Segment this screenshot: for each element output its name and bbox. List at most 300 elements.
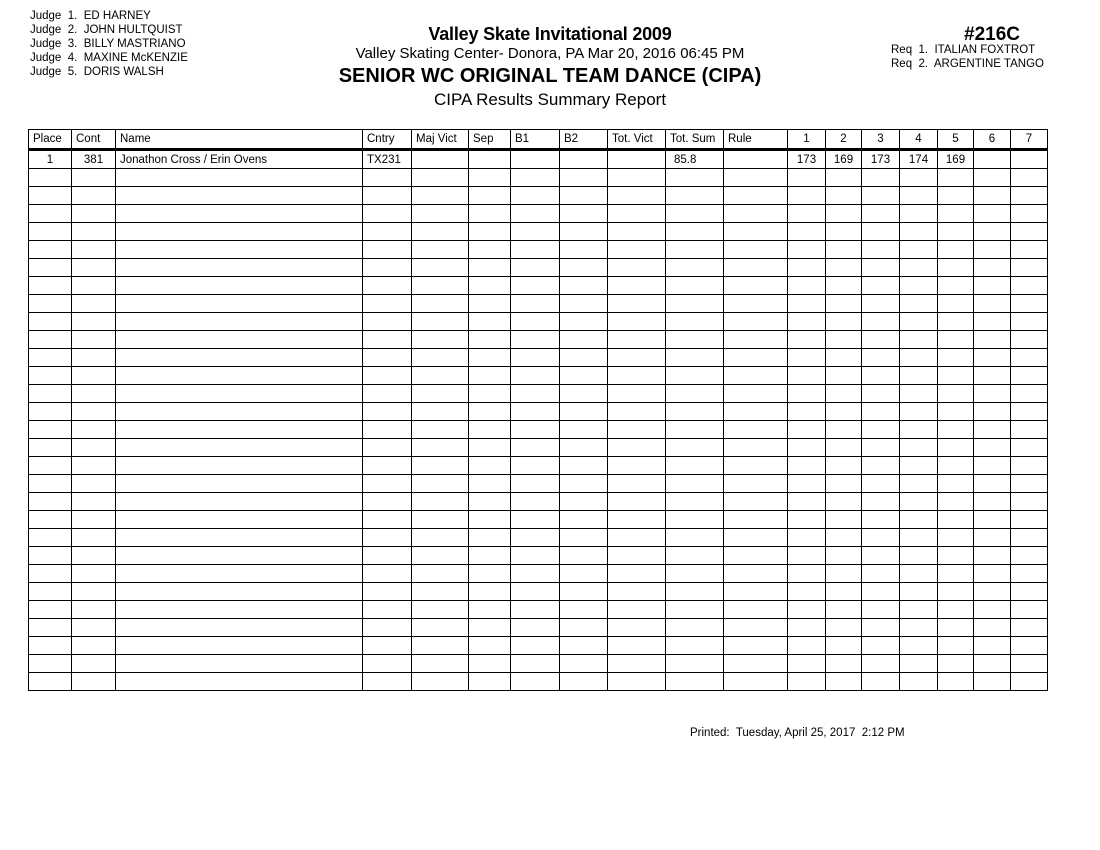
table-cell <box>29 385 72 403</box>
table-cell <box>826 223 862 241</box>
table-cell <box>900 403 938 421</box>
table-cell <box>900 439 938 457</box>
column-header: 1 <box>788 130 826 150</box>
table-cell <box>826 439 862 457</box>
table-cell <box>29 529 72 547</box>
table-cell <box>974 295 1011 313</box>
table-cell <box>412 547 469 565</box>
table-row <box>29 619 1048 637</box>
judge-name: JOHN HULTQUIST <box>83 24 183 36</box>
table-cell <box>469 673 511 691</box>
table-cell <box>666 565 724 583</box>
table-cell <box>974 385 1011 403</box>
table-cell <box>862 619 900 637</box>
column-header: Cntry <box>363 130 412 150</box>
table-cell <box>608 673 666 691</box>
table-cell <box>363 583 412 601</box>
table-cell <box>412 583 469 601</box>
table-cell <box>826 403 862 421</box>
table-cell <box>469 655 511 673</box>
table-cell <box>724 367 788 385</box>
table-cell <box>974 150 1011 169</box>
table-cell <box>469 223 511 241</box>
table-cell <box>938 223 974 241</box>
table-cell <box>938 673 974 691</box>
table-cell <box>788 619 826 637</box>
table-cell <box>72 403 116 421</box>
table-cell <box>608 403 666 421</box>
table-cell <box>1011 439 1048 457</box>
report-title: CIPA Results Summary Report <box>433 90 667 109</box>
judge-label: Judge 4. <box>30 52 78 64</box>
table-cell <box>72 421 116 439</box>
table-cell <box>826 331 862 349</box>
column-header: 7 <box>1011 130 1048 150</box>
table-cell <box>974 223 1011 241</box>
table-cell: 173 <box>788 150 826 169</box>
table-cell <box>1011 529 1048 547</box>
table-cell <box>560 673 608 691</box>
table-cell <box>900 475 938 493</box>
table-cell <box>1011 601 1048 619</box>
table-cell <box>363 295 412 313</box>
table-row <box>29 565 1048 583</box>
table-cell <box>788 331 826 349</box>
table-cell <box>560 655 608 673</box>
table-cell <box>666 277 724 295</box>
table-cell <box>511 205 560 223</box>
table-cell <box>788 241 826 259</box>
table-cell <box>29 511 72 529</box>
table-cell <box>900 457 938 475</box>
table-cell <box>974 403 1011 421</box>
table-cell <box>560 583 608 601</box>
table-row <box>29 169 1048 187</box>
table-cell <box>862 313 900 331</box>
table-cell <box>788 421 826 439</box>
table-cell <box>826 385 862 403</box>
table-row <box>29 150 1048 169</box>
table-cell <box>724 583 788 601</box>
table-cell <box>469 403 511 421</box>
table-cell <box>469 241 511 259</box>
table-cell <box>511 529 560 547</box>
table-cell <box>363 457 412 475</box>
table-cell <box>1011 277 1048 295</box>
table-cell <box>788 439 826 457</box>
table-cell <box>29 565 72 583</box>
table-cell <box>788 403 826 421</box>
table-cell <box>666 637 724 655</box>
table-cell <box>788 367 826 385</box>
table-cell <box>788 313 826 331</box>
table-cell <box>724 511 788 529</box>
table-cell <box>608 331 666 349</box>
table-cell <box>72 385 116 403</box>
table-cell <box>412 223 469 241</box>
table-cell <box>72 205 116 223</box>
table-cell <box>363 331 412 349</box>
table-cell <box>900 259 938 277</box>
table-cell <box>363 547 412 565</box>
table-cell <box>974 259 1011 277</box>
requirements-list <box>891 43 1044 71</box>
table-cell <box>974 421 1011 439</box>
table-cell <box>363 403 412 421</box>
table-cell <box>724 313 788 331</box>
table-cell <box>363 529 412 547</box>
table-cell <box>826 313 862 331</box>
table-cell <box>412 673 469 691</box>
table-cell <box>938 583 974 601</box>
table-cell <box>116 385 363 403</box>
table-cell <box>116 637 363 655</box>
table-cell <box>511 565 560 583</box>
judges-list <box>30 9 188 79</box>
table-cell <box>511 583 560 601</box>
table-cell <box>560 403 608 421</box>
table-cell <box>116 529 363 547</box>
table-cell <box>116 277 363 295</box>
table-cell <box>511 313 560 331</box>
table-cell <box>72 241 116 259</box>
table-cell <box>974 673 1011 691</box>
table-cell <box>666 475 724 493</box>
judge-name: MAXINE McKENZIE <box>83 52 188 64</box>
table-cell <box>724 223 788 241</box>
table-cell <box>469 385 511 403</box>
table-cell <box>363 511 412 529</box>
table-cell <box>862 493 900 511</box>
table-cell <box>724 205 788 223</box>
table-cell <box>862 331 900 349</box>
table-cell <box>900 331 938 349</box>
table-cell <box>974 583 1011 601</box>
table-cell <box>116 241 363 259</box>
table-cell <box>363 223 412 241</box>
table-cell <box>862 349 900 367</box>
table-cell <box>29 547 72 565</box>
table-cell <box>608 601 666 619</box>
column-header: 6 <box>974 130 1011 150</box>
table-cell <box>974 313 1011 331</box>
table-cell <box>608 475 666 493</box>
table-row <box>29 403 1048 421</box>
table-cell <box>724 601 788 619</box>
table-cell <box>72 277 116 295</box>
table-cell <box>862 187 900 205</box>
table-cell <box>608 259 666 277</box>
table-cell <box>666 457 724 475</box>
table-cell <box>1011 421 1048 439</box>
table-cell <box>724 637 788 655</box>
table-cell <box>938 475 974 493</box>
req-label: Req 2. <box>891 58 929 70</box>
table-cell <box>788 511 826 529</box>
table-cell <box>938 367 974 385</box>
table-cell <box>608 637 666 655</box>
table-cell <box>560 349 608 367</box>
table-cell <box>788 637 826 655</box>
table-cell <box>511 655 560 673</box>
table-cell <box>469 583 511 601</box>
table-cell <box>560 295 608 313</box>
table-cell <box>72 565 116 583</box>
table-cell <box>1011 349 1048 367</box>
table-cell <box>608 150 666 169</box>
table-cell <box>974 439 1011 457</box>
table-cell <box>1011 150 1048 169</box>
table-cell <box>974 169 1011 187</box>
table-cell <box>29 403 72 421</box>
table-cell <box>608 565 666 583</box>
table-cell <box>469 601 511 619</box>
table-cell <box>469 367 511 385</box>
table-cell <box>412 475 469 493</box>
table-cell <box>724 349 788 367</box>
table-cell <box>72 511 116 529</box>
table-cell <box>900 241 938 259</box>
table-cell <box>29 169 72 187</box>
judge-5 <box>30 65 188 79</box>
table-cell <box>862 457 900 475</box>
table-cell <box>116 187 363 205</box>
table-cell <box>412 403 469 421</box>
table-cell <box>363 655 412 673</box>
table-cell <box>511 421 560 439</box>
table-cell <box>826 547 862 565</box>
table-cell <box>862 421 900 439</box>
table-cell <box>363 439 412 457</box>
table-cell <box>511 511 560 529</box>
table-row <box>29 313 1048 331</box>
table-cell <box>412 565 469 583</box>
column-header: 2 <box>826 130 862 150</box>
table-cell <box>666 205 724 223</box>
table-cell <box>608 655 666 673</box>
table-cell <box>511 150 560 169</box>
table-cell <box>788 493 826 511</box>
table-cell <box>788 277 826 295</box>
table-cell <box>900 565 938 583</box>
table-cell: TX231 <box>363 150 412 169</box>
table-cell <box>511 349 560 367</box>
judge-label: Judge 5. <box>30 66 78 78</box>
table-cell <box>938 529 974 547</box>
table-cell <box>560 511 608 529</box>
column-header: Rule <box>724 130 788 150</box>
table-cell <box>608 187 666 205</box>
table-cell <box>72 493 116 511</box>
table-cell <box>862 511 900 529</box>
report-header <box>290 23 810 111</box>
table-cell <box>788 673 826 691</box>
event-title: SENIOR WC ORIGINAL TEAM DANCE (CIPA) <box>338 65 762 87</box>
table-cell: 173 <box>862 150 900 169</box>
table-cell <box>724 475 788 493</box>
table-cell <box>511 385 560 403</box>
table-cell <box>116 673 363 691</box>
table-cell <box>412 367 469 385</box>
table-cell <box>469 259 511 277</box>
table-cell <box>72 439 116 457</box>
table-cell <box>72 349 116 367</box>
table-cell <box>938 259 974 277</box>
table-cell <box>1011 385 1048 403</box>
table-cell <box>666 385 724 403</box>
table-cell <box>608 169 666 187</box>
table-cell <box>363 673 412 691</box>
judge-label: Judge 3. <box>30 38 78 50</box>
table-cell <box>1011 187 1048 205</box>
table-cell <box>363 367 412 385</box>
table-cell <box>666 241 724 259</box>
table-cell <box>116 457 363 475</box>
table-cell <box>1011 673 1048 691</box>
table-cell <box>469 277 511 295</box>
table-cell <box>363 493 412 511</box>
table-cell <box>511 223 560 241</box>
table-cell <box>116 313 363 331</box>
table-cell <box>666 421 724 439</box>
table-cell <box>788 457 826 475</box>
table-cell <box>560 169 608 187</box>
table-cell <box>938 385 974 403</box>
table-cell <box>29 583 72 601</box>
table-cell <box>862 205 900 223</box>
table-row <box>29 439 1048 457</box>
table-cell <box>511 619 560 637</box>
table-cell <box>469 169 511 187</box>
table-cell <box>29 205 72 223</box>
table-cell <box>29 241 72 259</box>
table-cell <box>826 583 862 601</box>
table-row <box>29 295 1048 313</box>
table-cell <box>862 475 900 493</box>
table-cell <box>788 529 826 547</box>
table-row <box>29 421 1048 439</box>
requirement-2 <box>891 57 1044 71</box>
table-cell <box>900 673 938 691</box>
table-cell <box>862 295 900 313</box>
table-cell <box>116 331 363 349</box>
table-cell <box>29 313 72 331</box>
table-cell <box>862 637 900 655</box>
table-cell <box>938 601 974 619</box>
table-cell <box>29 619 72 637</box>
table-cell <box>29 349 72 367</box>
table-cell <box>788 187 826 205</box>
table-cell <box>560 565 608 583</box>
table-cell <box>862 277 900 295</box>
judge-label: Judge 2. <box>30 24 78 36</box>
table-cell <box>724 655 788 673</box>
table-cell <box>116 205 363 223</box>
table-cell <box>666 619 724 637</box>
req-name: ARGENTINE TANGO <box>933 58 1044 70</box>
table-cell <box>724 529 788 547</box>
event-number: #216C <box>964 24 1020 45</box>
table-cell <box>560 241 608 259</box>
table-cell <box>938 493 974 511</box>
table-cell <box>560 223 608 241</box>
table-cell <box>116 475 363 493</box>
table-cell <box>363 637 412 655</box>
table-cell <box>29 367 72 385</box>
table-cell <box>826 601 862 619</box>
table-cell <box>724 150 788 169</box>
table-cell <box>560 619 608 637</box>
table-cell <box>1011 367 1048 385</box>
table-cell <box>511 673 560 691</box>
table-cell <box>724 439 788 457</box>
table-cell <box>469 439 511 457</box>
table-cell <box>116 583 363 601</box>
table-cell <box>900 619 938 637</box>
table-cell <box>72 259 116 277</box>
table-cell <box>511 295 560 313</box>
table-cell <box>560 259 608 277</box>
table-cell <box>938 295 974 313</box>
table-cell <box>826 277 862 295</box>
table-cell <box>29 259 72 277</box>
table-cell <box>116 511 363 529</box>
table-cell <box>826 295 862 313</box>
table-cell <box>938 457 974 475</box>
column-header: Place <box>29 130 72 150</box>
table-cell <box>724 673 788 691</box>
table-cell <box>469 493 511 511</box>
table-cell <box>666 313 724 331</box>
table-cell <box>511 259 560 277</box>
table-cell <box>788 385 826 403</box>
table-cell <box>1011 169 1048 187</box>
table-cell <box>666 367 724 385</box>
table-cell <box>29 475 72 493</box>
judge-name: BILLY MASTRIANO <box>83 38 186 50</box>
table-cell: 174 <box>900 150 938 169</box>
table-cell <box>29 637 72 655</box>
table-cell <box>469 529 511 547</box>
table-cell <box>1011 511 1048 529</box>
table-row <box>29 493 1048 511</box>
table-cell <box>666 295 724 313</box>
table-cell <box>788 475 826 493</box>
req-name: ITALIAN FOXTROT <box>934 44 1036 56</box>
table-cell <box>469 349 511 367</box>
table-cell <box>608 439 666 457</box>
table-cell <box>974 529 1011 547</box>
table-cell <box>412 295 469 313</box>
judge-name: ED HARNEY <box>83 10 151 22</box>
table-cell <box>412 511 469 529</box>
table-cell <box>608 205 666 223</box>
table-cell <box>560 529 608 547</box>
table-cell <box>974 637 1011 655</box>
table-cell <box>900 295 938 313</box>
column-header: Maj Vict <box>412 130 469 150</box>
table-cell <box>826 655 862 673</box>
table-cell <box>788 205 826 223</box>
table-cell <box>560 439 608 457</box>
table-cell <box>788 259 826 277</box>
table-cell <box>72 367 116 385</box>
table-cell <box>29 601 72 619</box>
table-cell <box>72 169 116 187</box>
table-cell <box>469 475 511 493</box>
table-cell <box>1011 259 1048 277</box>
table-cell <box>974 367 1011 385</box>
